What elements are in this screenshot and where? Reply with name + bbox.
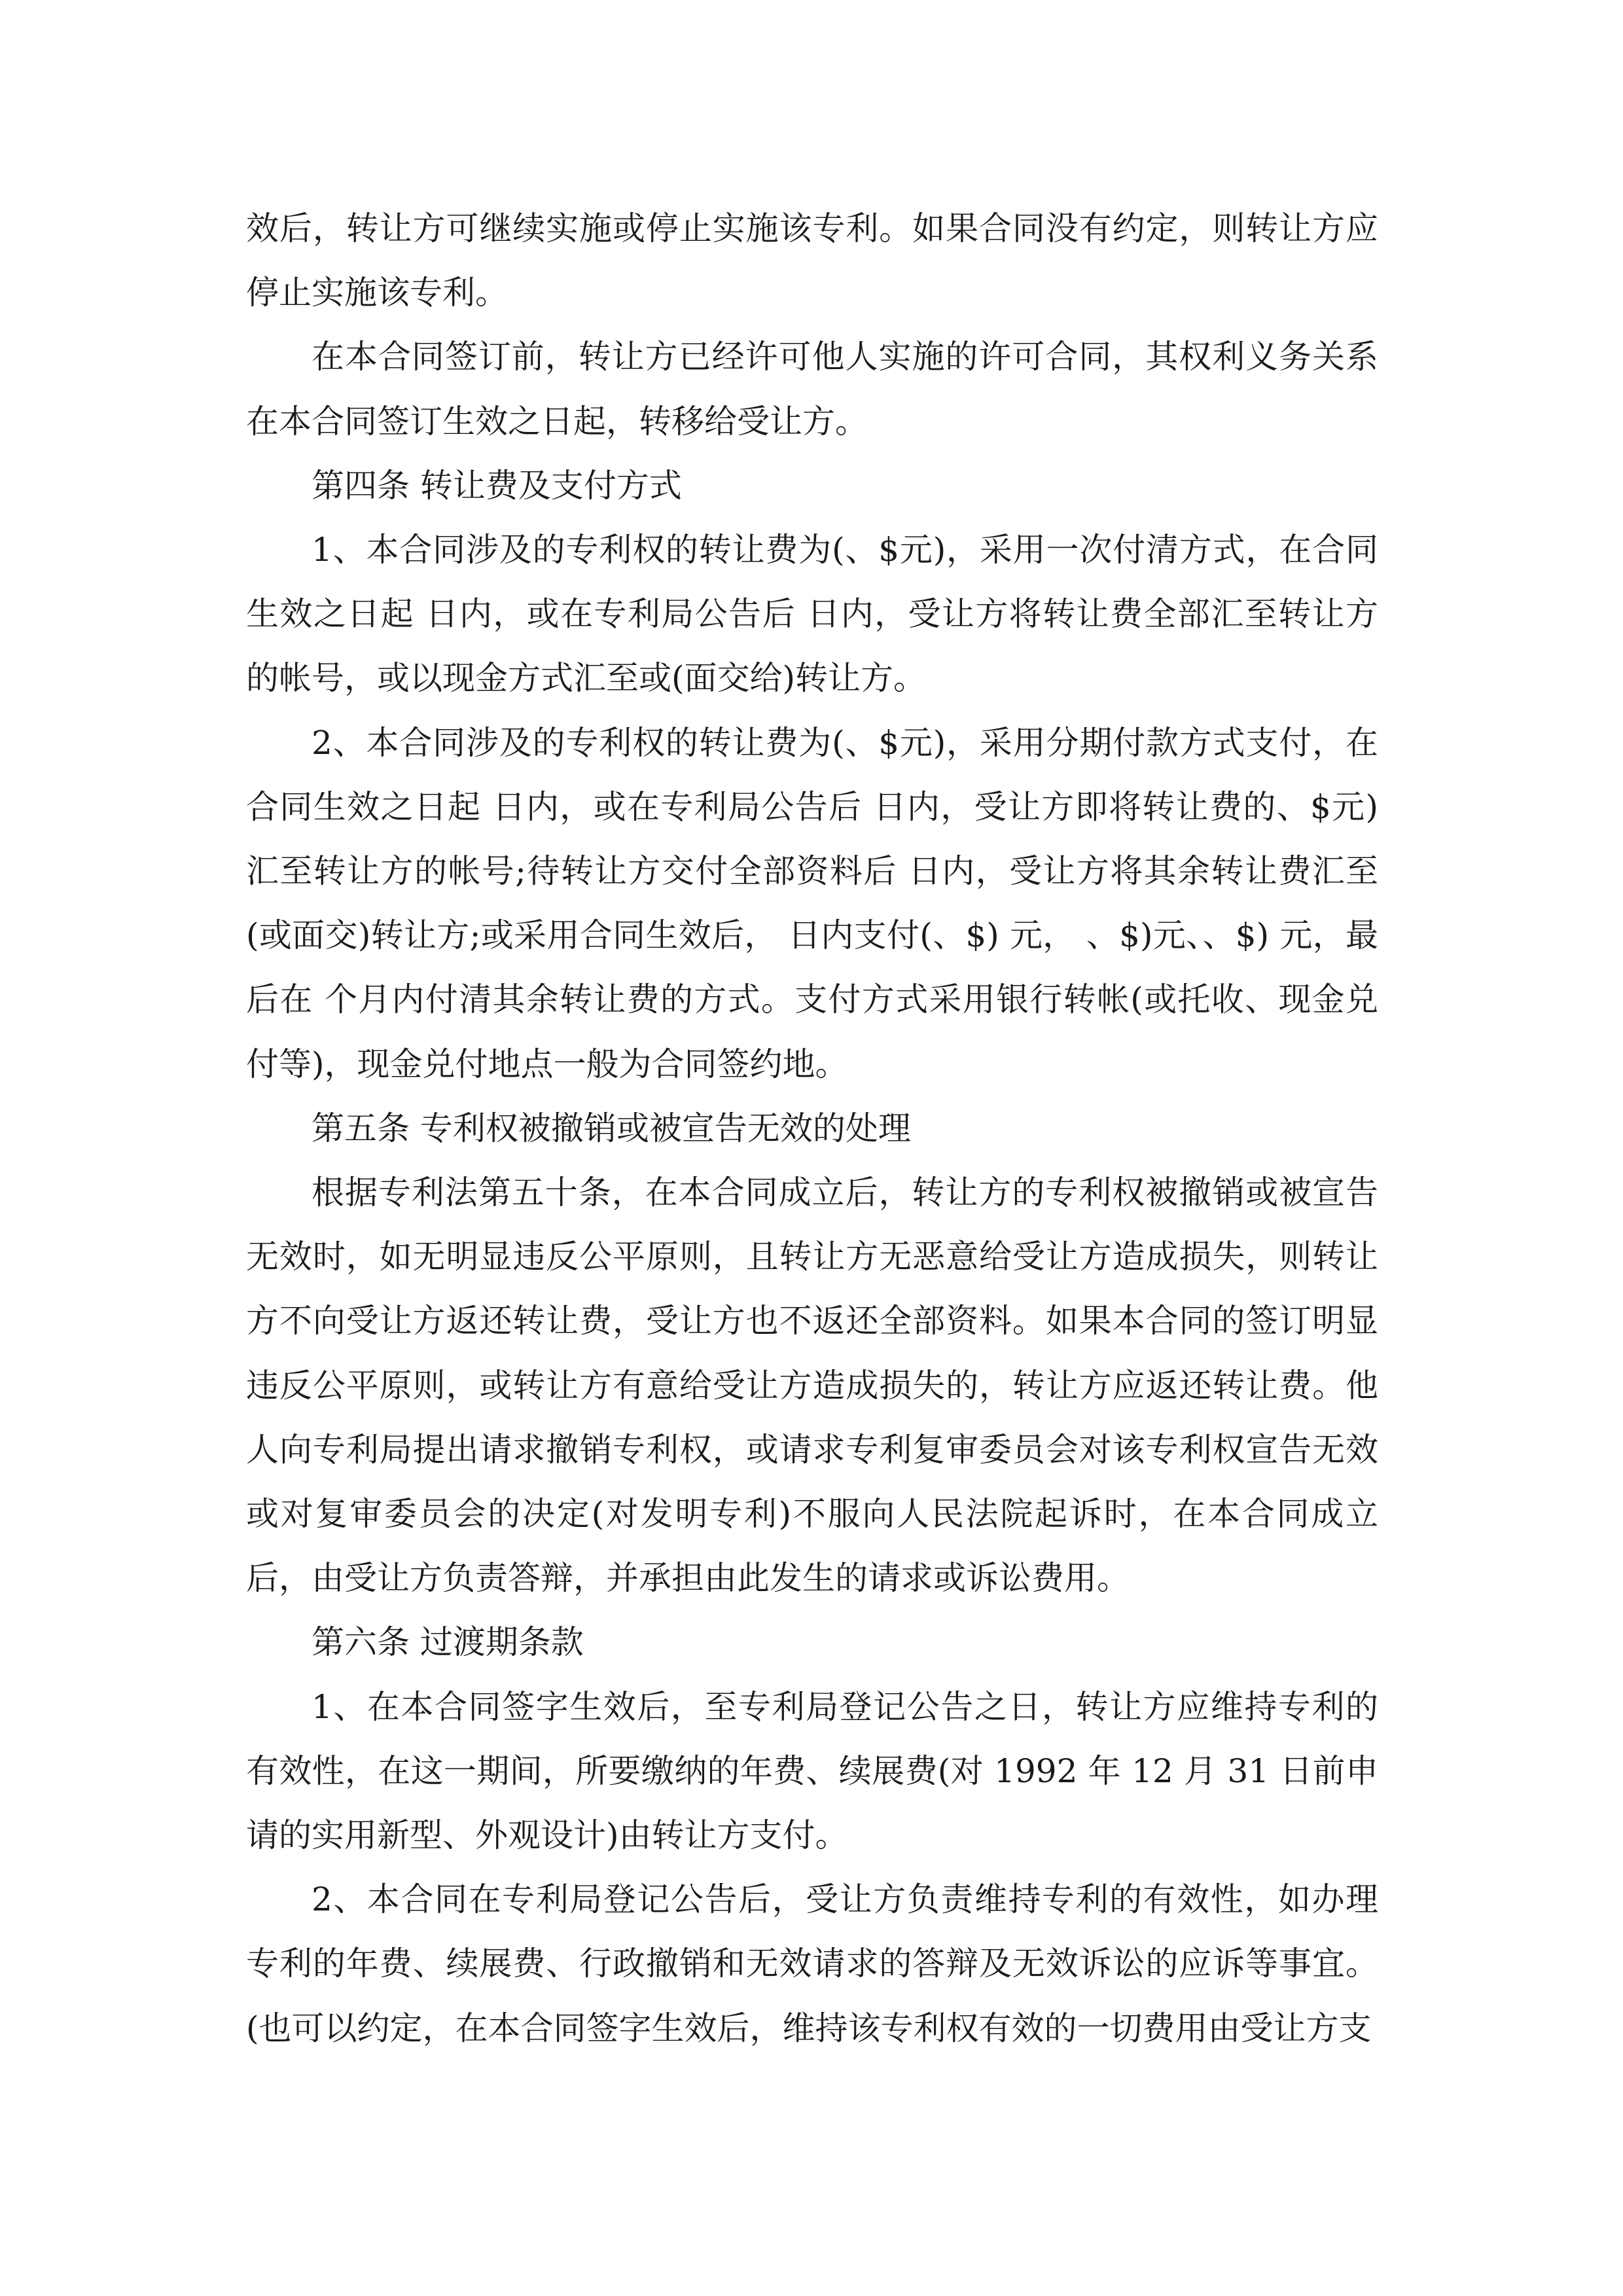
article-4-heading: 第四条 转让费及支付方式 bbox=[312, 466, 682, 505]
article-6-clause-2: 2、本合同在专利局登记公告后，受让方负责维持专利的有效性，如办理专利的年费、续展费、行政撤销和无效请求的答辩及无效诉讼的应诉等事宜。(也可以约定，在本合同签字生效后，维持该专利权有效的一切费用由受让方支 bbox=[246, 1880, 1378, 2047]
article-6-clause-1: 1、在本合同签字生效后，至专利局登记公告之日，转让方应维持专利的有效性，在这一期间，所要缴纳的年费、续展费(对 1992 年 12 月 31 日前申请的实用新型、外观设计)由转让方支付。 bbox=[246, 1687, 1378, 1855]
paragraph-continuation: 效后，转让方可继续实施或停止实施该专利。如果合同没有约定，则转让方应停止实施该专利。 bbox=[246, 209, 1378, 312]
article-4-clause-2: 2、本合同涉及的专利权的转让费为(、$元)，采用分期付款方式支付，在合同生效之日起 日内，或在专利局公告后 日内，受让方即将转让费的、$元)汇至转让方的帐号;待转让方交付全部资料后 日内，受让方将其余转让费汇至(或面交)转让方;或采用合同生效后， 日内支付(、$) 元， 、$)元、、$) 元，最后在 个月内付清其余转让费的方式。支付方式采用银行转帐(或托收、现金兑付等)，现金兑付地点一般为合同签约地。 bbox=[246, 723, 1378, 1083]
article-5-body: 根据专利法第五十条，在本合同成立后，转让方的专利权被撤销或被宣告无效时，如无明显违反公平原则，且转让方无恶意给受让方造成损失，则转让方不向受让方返还转让费，受让方也不返还全部资料。如果本合同的签订明显违反公平原则，或转让方有意给受让方造成损失的，转让方应返还转让费。他人向专利局提出请求撤销专利权，或请求专利复审委员会对该专利权宣告无效或对复审委员会的决定(对发明专利)不服向人民法院起诉时，在本合同成立后，由受让方负责答辩，并承担由此发生的请求或诉讼费用。 bbox=[246, 1174, 1378, 1598]
article-6-heading: 第六条 过渡期条款 bbox=[312, 1623, 584, 1662]
paragraph-prior-license: 在本合同签订前，转让方已经许可他人实施的许可合同，其权利义务关系在本合同签订生效之日起，转移给受让方。 bbox=[246, 338, 1378, 440]
article-5-heading: 第五条 专利权被撤销或被宣告无效的处理 bbox=[312, 1109, 911, 1147]
article-4-clause-1: 1、本合同涉及的专利权的转让费为(、$元)，采用一次付清方式，在合同生效之日起 日内，或在专利局公告后 日内，受让方将转让费全部汇至转让方的帐号，或以现金方式汇至或(面交给)转让方。 bbox=[246, 531, 1378, 698]
document-body bbox=[246, 196, 1378, 2060]
